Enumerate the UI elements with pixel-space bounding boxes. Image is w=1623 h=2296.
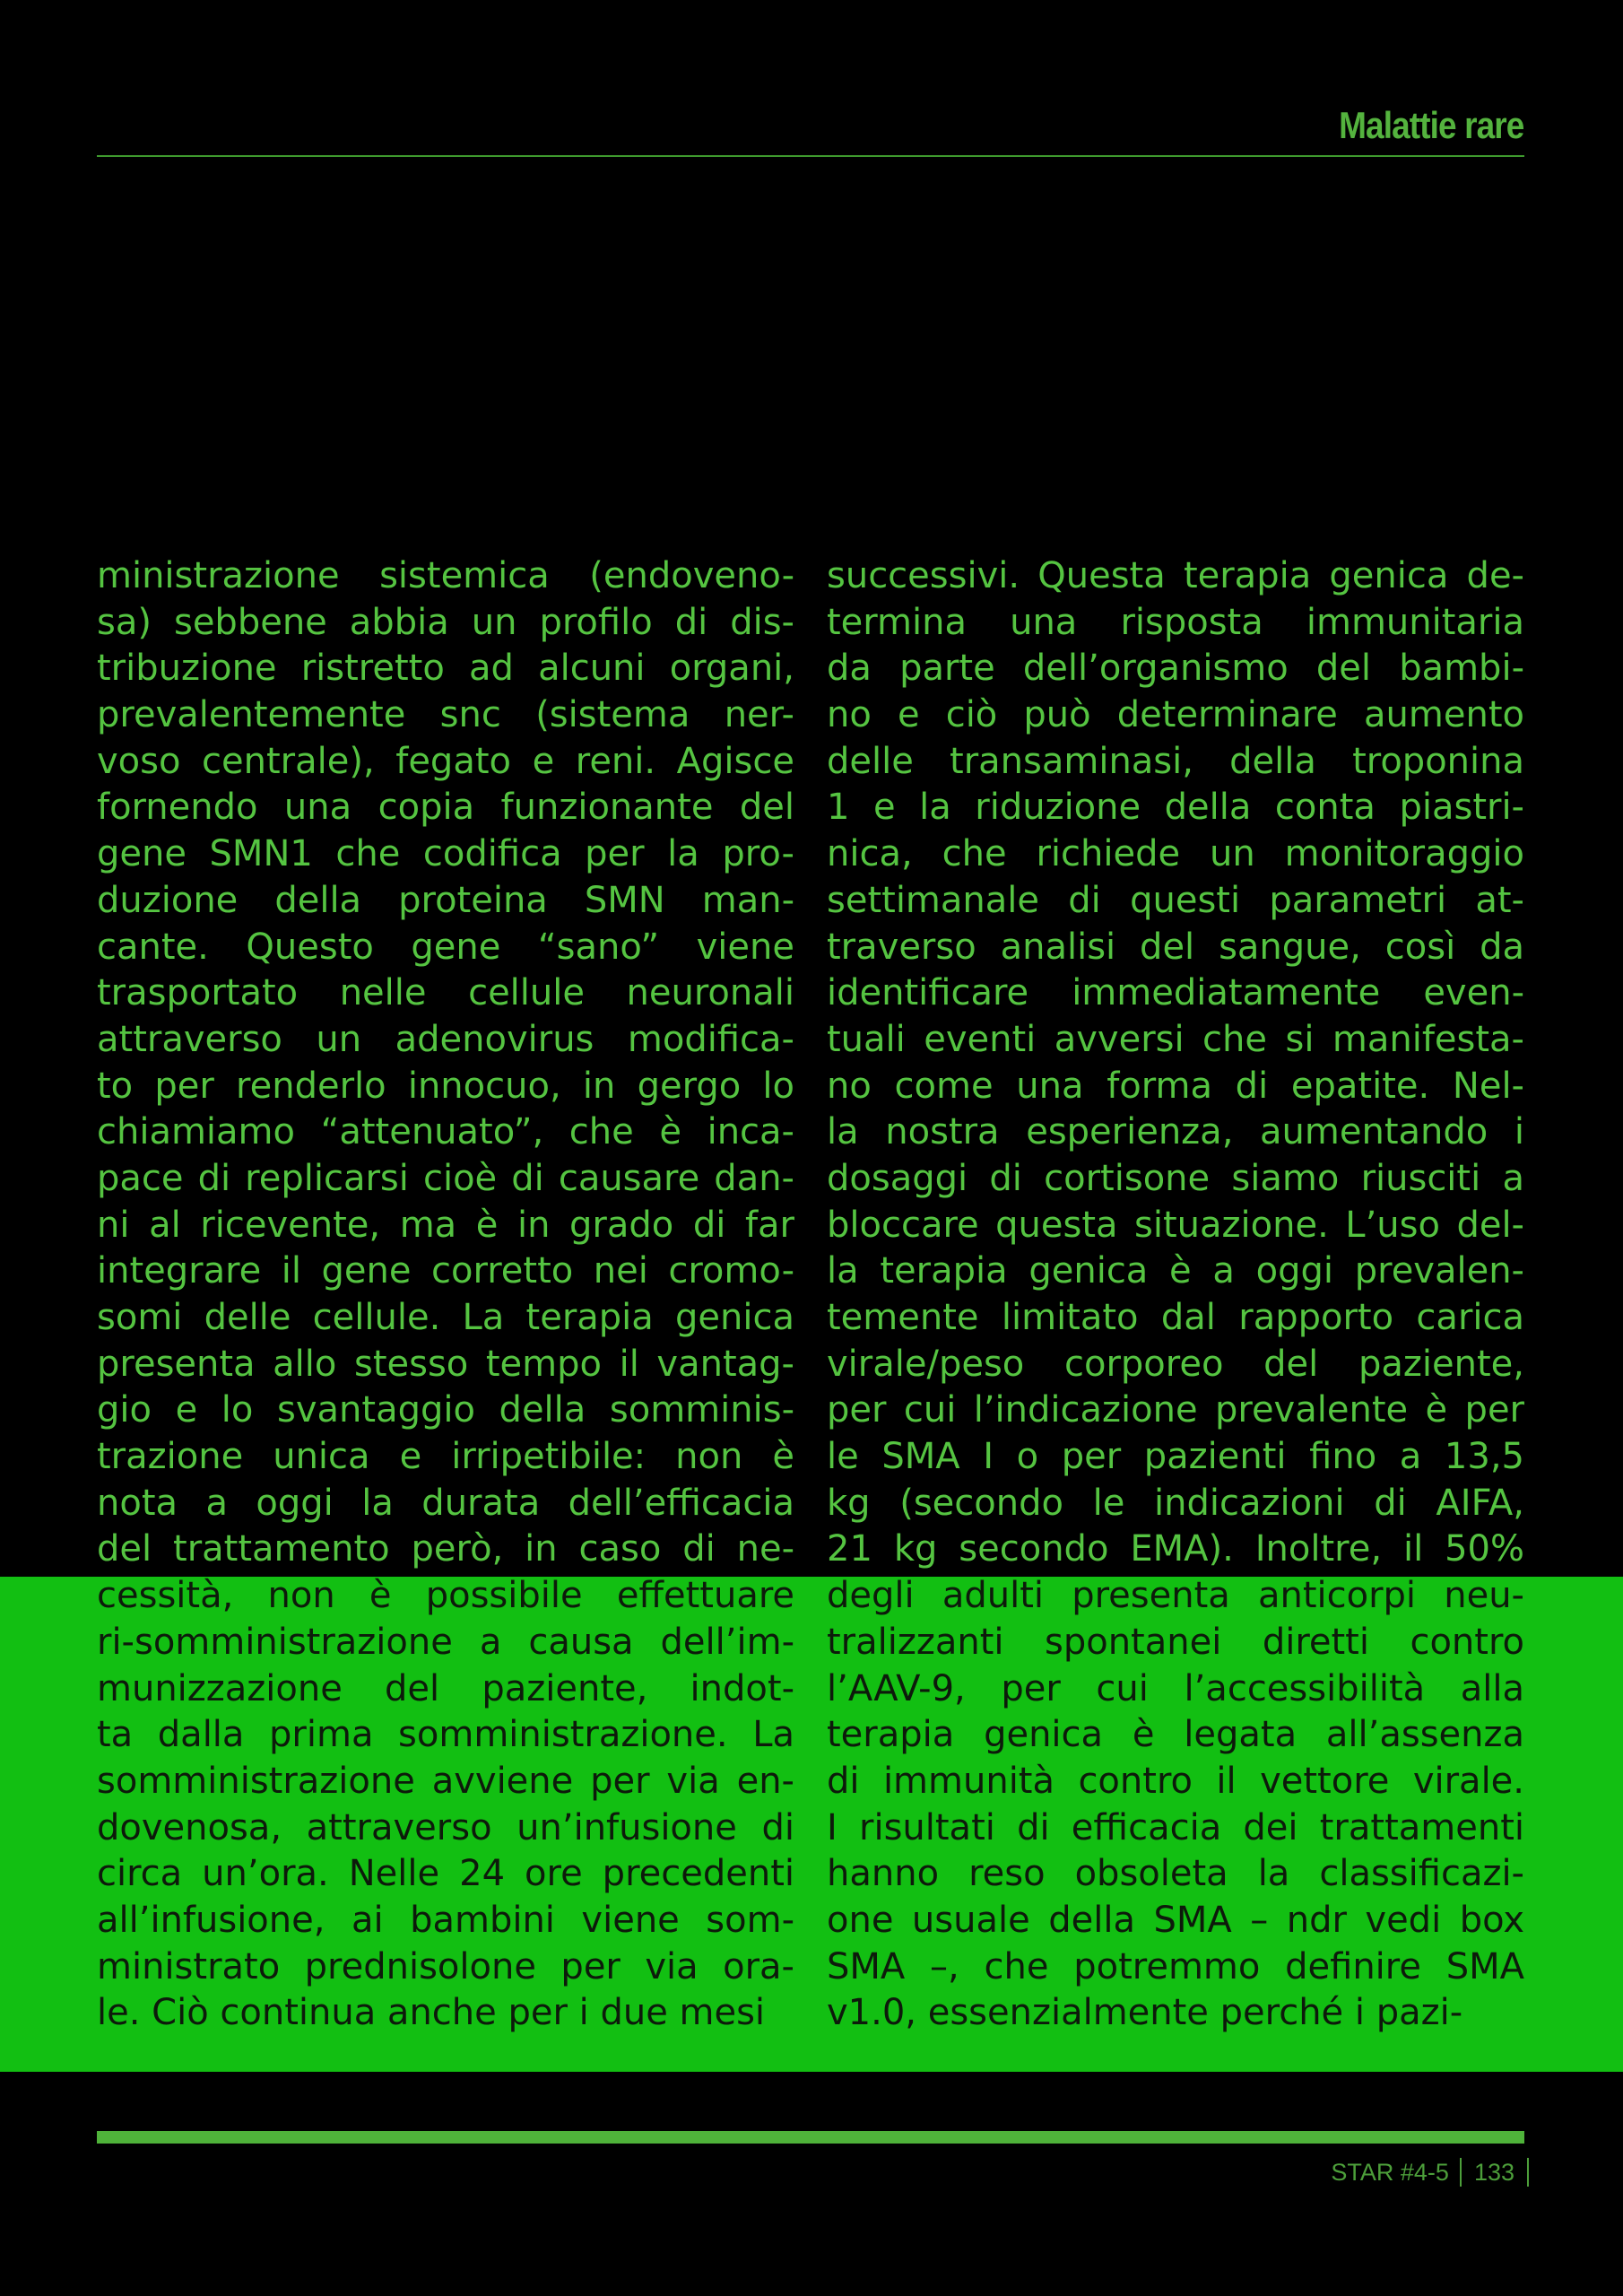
text-line: termina una risposta immunitaria (827, 601, 1524, 643)
text-line: ministrazione sistemica (endoveno- (97, 555, 794, 596)
text-line: attraverso un adenovirus modifica- (97, 1018, 794, 1060)
text-line: 21 kg secondo EMA). Inoltre, il 50% (827, 1528, 1524, 1570)
text-line: terapia genica è legata all’assenza (827, 1714, 1524, 1756)
text-line: somi delle cellule. La terapia genica (97, 1297, 794, 1338)
text-line: one usuale della SMA – ndr vedi box (827, 1899, 1524, 1941)
text-line: cessità, non è possibile effettuare (97, 1575, 794, 1617)
text-line: cante. Questo gene “sano” viene (97, 926, 794, 968)
section-title: Malattie rare (1338, 104, 1523, 146)
text-line: kg (secondo le indicazioni di AIFA, (827, 1482, 1524, 1524)
page-number: 133 (1473, 2158, 1515, 2186)
text-line: nica, che richiede un monitoraggio (827, 833, 1524, 875)
journal-issue: STAR #4-5 (1331, 2158, 1449, 2186)
text-line: to per renderlo innocuo, in gergo lo (97, 1065, 794, 1107)
footer-separator (1460, 2158, 1462, 2187)
text-line: tuali eventi avversi che si manifesta- (827, 1018, 1524, 1060)
text-line: degli adulti presenta anticorpi neu- (827, 1575, 1524, 1617)
text-line: prevalentemente snc (sistema ner- (97, 694, 794, 736)
text-line: dovenosa, attraverso un’infusione di (97, 1806, 794, 1848)
text-line: delle transaminasi, della troponina (827, 740, 1524, 782)
text-line: le. Ciò continua anche per i due mesi (97, 1992, 766, 2034)
text-line: virale/peso corporeo del paziente, (827, 1343, 1524, 1385)
text-line: bloccare questa situazione. L’uso del- (827, 1204, 1524, 1246)
text-line: fornendo una copia funzionante del (97, 787, 794, 829)
text-line: ta dalla prima somministrazione. La (97, 1714, 794, 1756)
footer-rule (97, 2131, 1524, 2144)
text-line: da parte dell’organismo del bambi- (827, 648, 1524, 690)
text-line: hanno reso obsoleta la classificazi- (827, 1853, 1524, 1895)
text-line: per cui l’indicazione prevalente è per (827, 1389, 1524, 1431)
text-line: pace di replicarsi cioè di causare dan- (97, 1157, 794, 1199)
text-line: di immunità contro il vettore virale. (827, 1760, 1524, 1802)
text-line: presenta allo stesso tempo il vantag- (97, 1343, 794, 1385)
text-line: gio e lo svantaggio della somminis- (97, 1389, 794, 1431)
text-column-right (827, 553, 1524, 2037)
text-line: I risultati di efficacia dei trattamenti (827, 1806, 1524, 1848)
header-rule (97, 155, 1524, 157)
text-line: la terapia genica è a oggi prevalen- (827, 1250, 1524, 1292)
text-line: nota a oggi la durata dell’efficacia (97, 1482, 794, 1524)
text-line: chiamiamo “attenuato”, che è inca- (97, 1111, 794, 1153)
text-line: voso centrale), fegato e reni. Agisce (97, 740, 794, 782)
text-line: no come una forma di epatite. Nel- (827, 1065, 1524, 1107)
text-line: all’infusione, ai bambini viene som- (97, 1899, 794, 1941)
text-line: l’AAV-9, per cui l’accessibilità alla (827, 1667, 1524, 1709)
footer-separator (1527, 2158, 1529, 2187)
text-line: settimanale di questi parametri at- (827, 879, 1524, 921)
text-line: le SMA I o per pazienti fino a 13,5 (827, 1436, 1524, 1478)
text-line: no e ciò può determinare aumento (827, 694, 1524, 736)
text-column-left (97, 553, 794, 2037)
text-line: la nostra esperienza, aumentando i (827, 1111, 1524, 1153)
text-line: v1.0, essenzialmente perché i pazi- (827, 1992, 1463, 2034)
text-line: sa) sebbene abbia un profilo di dis- (97, 601, 794, 643)
page-footer (1331, 2158, 1529, 2187)
text-line: gene SMN1 che codifica per la pro- (97, 833, 794, 875)
text-line: tralizzanti spontanei diretti contro (827, 1621, 1524, 1663)
text-line: somministrazione avviene per via en- (97, 1760, 794, 1802)
text-line: identificare immediatamente even- (827, 972, 1524, 1014)
text-line: traverso analisi del sangue, così da (827, 926, 1524, 968)
text-line: SMA –, che potremmo definire SMA (827, 1945, 1524, 1987)
text-line: tribuzione ristretto ad alcuni organi, (97, 648, 794, 690)
text-line: ri-somministrazione a causa dell’im- (97, 1621, 794, 1663)
text-line: ministrato prednisolone per via ora- (97, 1945, 794, 1987)
text-line: successivi. Questa terapia genica de- (827, 555, 1524, 596)
text-line: del trattamento però, in caso di ne- (97, 1528, 794, 1570)
text-line: integrare il gene corretto nei cromo- (97, 1250, 794, 1292)
text-line: trasportato nelle cellule neuronali (97, 972, 794, 1014)
text-line: circa un’ora. Nelle 24 ore precedenti (97, 1853, 794, 1895)
text-line: munizzazione del paziente, indot- (97, 1667, 794, 1709)
text-line: temente limitato dal rapporto carica (827, 1297, 1524, 1338)
text-line: trazione unica e irripetibile: non è (97, 1436, 794, 1478)
text-line: duzione della proteina SMN man- (97, 879, 794, 921)
text-line: 1 e la riduzione della conta piastri- (827, 787, 1524, 829)
text-line: dosaggi di cortisone siamo riusciti a (827, 1157, 1524, 1199)
text-line: ni al ricevente, ma è in grado di far (97, 1204, 794, 1246)
